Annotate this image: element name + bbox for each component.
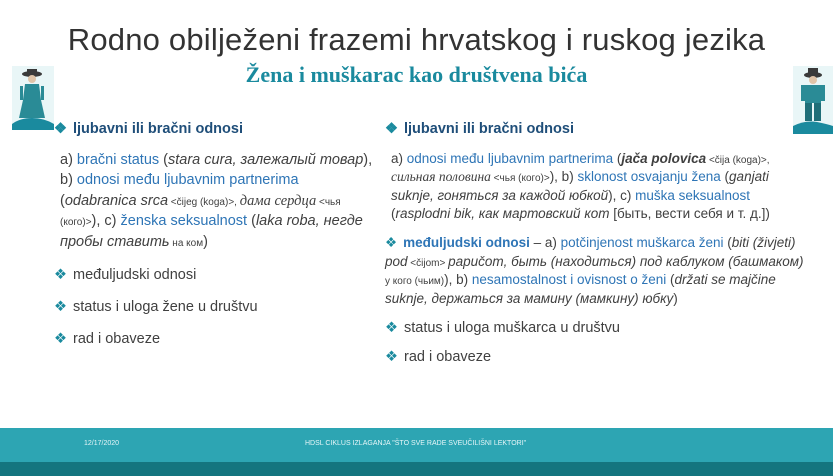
- right-mid-section: [385, 234, 810, 309]
- bullet-text: rad i obaveze: [73, 330, 161, 347]
- term: nesamostalnost i ovisnost o ženi: [471, 272, 667, 288]
- example: držati se majčine suknje, держаться за мамину (мамкину) юбку: [385, 272, 776, 306]
- example: сильная половина: [391, 169, 491, 185]
- slide-subtitle: Žena i muškarac kao društvena bića: [245, 62, 588, 87]
- diamond-bullet-icon: ❖: [385, 349, 398, 366]
- term: odnosi među ljubavnim partnerima: [406, 150, 614, 166]
- footer-bottom-bar: [0, 462, 833, 476]
- bullet-text: međuljudski odnosi: [73, 267, 197, 284]
- diamond-bullet-icon: ❖: [385, 121, 398, 137]
- left-heading: [54, 120, 374, 140]
- text: (: [720, 169, 730, 185]
- grammar-note: <čija (koga)>,: [706, 154, 770, 166]
- text: ), b): [549, 169, 578, 185]
- text: a): [391, 150, 407, 166]
- example: biti (živjeti) pod: [385, 235, 796, 269]
- left-bullet-2: [54, 298, 374, 318]
- term: muška seksualnost: [635, 187, 750, 203]
- footer-text: HDSL CIKLUS IZLAGANJA "ŠTO SVE RADE SVEUČILIŠNI LEKTORI": [305, 440, 527, 447]
- mid-heading: međuljudski odnosi: [403, 235, 530, 251]
- example: odabranica srca: [64, 192, 169, 209]
- text: – a): [529, 235, 561, 251]
- right-bullet-1: [385, 319, 810, 339]
- grammar-note: на ком: [169, 237, 204, 249]
- term: sklonost osvajanju žena: [577, 169, 721, 185]
- text: ), b): [444, 272, 472, 288]
- text: (: [159, 151, 168, 168]
- bullet-text: status i uloga muškarca u društvu: [404, 319, 620, 336]
- text: ), c): [91, 213, 121, 230]
- text: (: [613, 150, 622, 166]
- left-bullet-1: [54, 266, 374, 286]
- woman-figure-icon: [10, 66, 54, 130]
- example: jača polovica: [621, 150, 707, 166]
- right-heading: [385, 120, 810, 140]
- bullet-text: status i uloga žene u društvu: [73, 299, 258, 316]
- text: (: [60, 192, 65, 209]
- term: odnosi među ljubavnim partnerima: [76, 172, 299, 189]
- left-column: [54, 120, 374, 349]
- left-heading-text: ljubavni ili bračni odnosi: [73, 121, 243, 137]
- text: (: [391, 206, 396, 222]
- example: rasplodni bik, как мартовский кот: [395, 206, 610, 222]
- diamond-bullet-icon: ❖: [54, 299, 67, 316]
- grammar-note: <чья (кого)>: [490, 173, 550, 185]
- example: дама сердца: [239, 192, 317, 209]
- text: (: [666, 272, 675, 288]
- footer-date: 12/17/2020: [84, 440, 120, 447]
- example: ganjati suknje, гоняться за каждой юбкой: [391, 169, 769, 203]
- right-bullet-2: [385, 348, 810, 368]
- diamond-bullet-icon: ❖: [54, 267, 67, 284]
- example: laka roba, негде пробы ставить: [60, 213, 363, 250]
- term: ženska seksualnost: [120, 213, 248, 230]
- text: [быть, вести себя и т. д.]): [609, 206, 770, 222]
- text: ): [203, 233, 208, 250]
- right-heading-text: ljubavni ili bračni odnosi: [404, 121, 574, 137]
- grammar-note: <чья (кого)>: [60, 196, 341, 229]
- grammar-note: <čijom>: [407, 257, 449, 269]
- diamond-bullet-icon: ❖: [385, 319, 398, 336]
- right-column: [385, 120, 810, 368]
- grammar-note: <čijeg (koga)>,: [168, 196, 240, 208]
- right-body: [391, 150, 810, 225]
- example: stara cura, залежалый товар: [168, 151, 364, 168]
- example: papučom, быть (находиться) под каблуком (башмаком): [448, 253, 804, 269]
- text: a): [60, 151, 77, 168]
- diamond-bullet-icon: ❖: [54, 330, 67, 347]
- diamond-bullet-icon: ❖: [385, 235, 398, 251]
- text: (: [247, 213, 256, 230]
- text: ): [673, 290, 678, 306]
- term: potčinjenost muškarca ženi: [560, 235, 724, 251]
- diamond-bullet-icon: ❖: [54, 121, 67, 137]
- left-bullet-3: [54, 330, 374, 350]
- text: (: [723, 235, 732, 251]
- text: ), b): [60, 151, 373, 189]
- term: bračni status: [76, 151, 160, 168]
- grammar-note: у кого (чьим): [385, 276, 445, 288]
- left-body: [60, 150, 374, 253]
- text: ), c): [608, 187, 636, 203]
- bullet-text: rad i obaveze: [404, 349, 492, 366]
- slide-title: Rodno obilježeni frazemi hrvatskog i ruskog jezika: [67, 22, 766, 57]
